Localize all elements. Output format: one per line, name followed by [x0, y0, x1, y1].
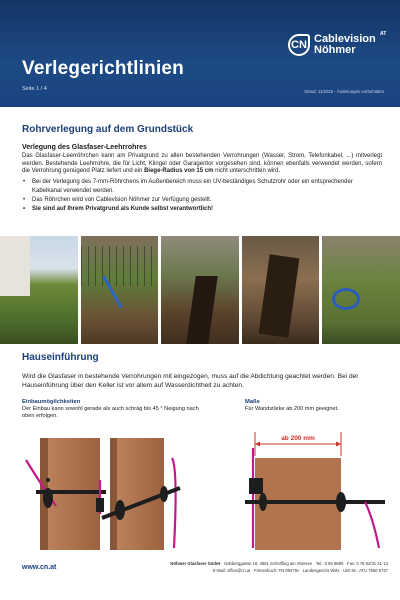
- installation-options: [22, 399, 202, 420]
- photo-blue-tube: [322, 236, 400, 344]
- photo-strip: [0, 236, 400, 344]
- photo-trench-lawn: [161, 236, 239, 344]
- footer-website-link[interactable]: www.cn.at: [22, 564, 57, 571]
- dimensions-text: Für Wandstärke ab 200 mm geeignet.: [245, 406, 339, 412]
- intro-paragraph: [22, 153, 382, 176]
- section-hauseinfuehrung: [22, 352, 382, 390]
- paragraph-text: Das Glasfaser-Leerröhrchen kann am Privatgrund zu allen bestehenden Verrohrungen (Wasser, Strom, Telefonkabel, ...) mitverlegt werden. Bestehende Leehrrohre, die für Licht, Klingel oder Garagentor vorgesehen sind, können ebenfalls verwendet werden, sofern die Verrohrung genügend Platz liefert und ein: [22, 153, 382, 175]
- paragraph-text-end: nicht unterschritten wird.: [213, 168, 281, 175]
- revision-note: Stand: 11/2022 - Änderungen vorbehalten: [304, 89, 384, 94]
- dimension-marker: [255, 432, 341, 456]
- subheading: Verlegung des Glasfaser-Leehrrohres: [22, 144, 147, 151]
- photo-wall: [0, 236, 30, 296]
- photo-fence: [81, 246, 159, 286]
- logo-mark-icon: CN: [288, 34, 310, 56]
- section-paragraph: Wird die Glasfaser in bestehende Verrohrungen mit eingezogen, muss auf die Abdichtung geachtet werden. Bei der Hauseinführung über den Keller ist vor allem auf Wasserdichtheit zu achten.: [22, 373, 359, 389]
- photo-trench-deep: [242, 236, 320, 344]
- footer-line-2: E-Mail: office@cn.at · Firmenbuch: FN 99479v · Landesgericht Wels · UID Nr.: ATU 7560 8727: [212, 567, 388, 573]
- brand-name-line2: Nöhmer: [314, 44, 356, 56]
- dimensions-heading: Maße: [245, 399, 260, 405]
- dimension-label: ab 200 mm: [281, 435, 315, 442]
- photo-garden-wall: [0, 236, 78, 344]
- photo-fence-conduit: [81, 236, 159, 344]
- footer-address: · Gahberggasse 19, 4861 Schörfling am Attersee · Tel.: 0 50 9880 · Fax: 0 76 62/31 31-14: [220, 561, 388, 566]
- cablevision-logo: [288, 34, 376, 56]
- installation-heading: Einbaumöglichkeiten: [22, 399, 81, 405]
- wall-entry-illustration-dimensions: [215, 428, 395, 553]
- bullet-item: • Das Röhrchen wird von Cablevision Nöhmer zur Verfügung gestellt.: [22, 196, 382, 205]
- footer-company-name: Nöhmer Glasfaser GmbH: [170, 561, 221, 566]
- bullet-list: [22, 178, 382, 214]
- dimensions-block: [245, 399, 385, 413]
- document-title: Verlegerichtlinien: [22, 58, 184, 79]
- bullet-item: • Bei der Verlegung des 7-mm-Röhrchens im Außenbereich muss ein UV-beständiges Schutzrohr oder ein entsprechender Kabelkanal verwendet werden.: [22, 178, 382, 196]
- photo-trench: [186, 276, 218, 344]
- header-banner: [0, 0, 400, 107]
- section-rohrverlegung: [22, 124, 382, 214]
- section-heading: Rohrverlegung auf dem Grundstück: [22, 124, 194, 135]
- page-number: Seite 1 / 4: [22, 86, 47, 92]
- photo-blue-tube-coil: [332, 288, 360, 310]
- paragraph-bold-text: Biege-Radius von 15 cm: [144, 168, 214, 175]
- wall-block-angled: [110, 438, 164, 550]
- brand-sup: AT: [380, 31, 387, 37]
- wall-entry-illustration-left: [22, 428, 202, 553]
- installation-text: Der Einbau kann sowohl gerade als auch schräg bis 45 ° Neigung nach oben erfolgen.: [22, 406, 199, 419]
- brand-name-line1: Cablevision: [314, 33, 376, 45]
- photo-trench: [258, 254, 299, 337]
- footer-company-info: [108, 561, 388, 574]
- section-heading: Hauseinführung: [22, 352, 99, 363]
- bullet-item-warning: • Sie sind auf Ihrem Privatgrund als Kunde selbst verantwortlich!: [22, 205, 382, 214]
